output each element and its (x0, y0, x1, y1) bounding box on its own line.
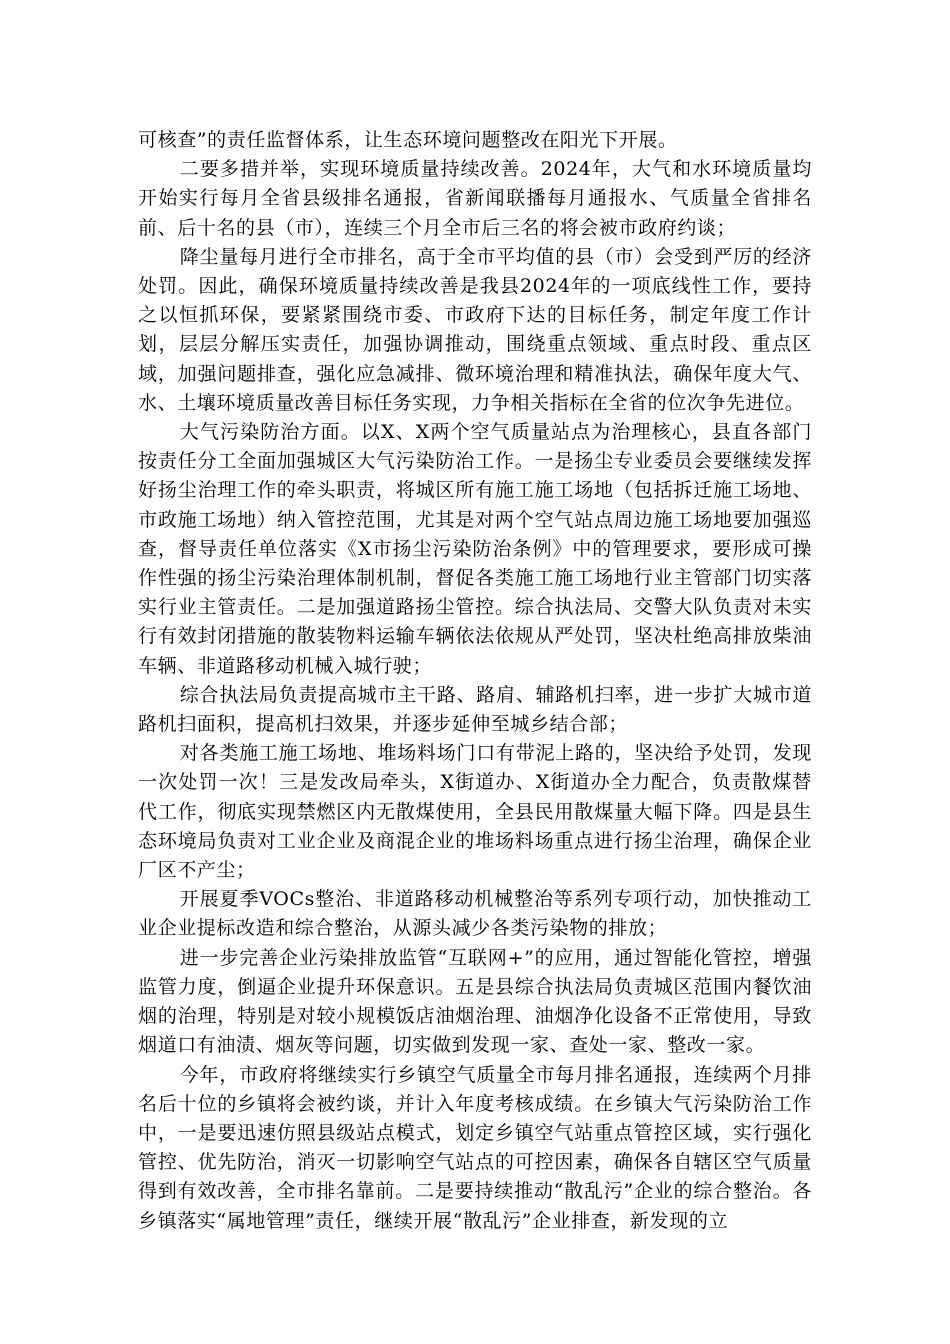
paragraph-vocs-campaign: 开展夏季VOCs整治、非道路移动机械整治等系列专项行动，加快推动工业企业提标改造和综合整治，从源头减少各类污染物的排放； (138, 888, 812, 940)
paragraph-continuation: 可核查”的责任监督体系，让生态环境问题整改在阳光下开展。 (138, 129, 678, 151)
paragraph-construction-penalty: 对各类施工施工场地、堆场料场门口有带泥上路的，坚决给予处罚，发现一次处罚一次！三是发改局牵头，X街道办、X街道办全力配合，负责散煤替代工作，彻底实现禁燃区内无散煤使用，全县民用散煤量大幅下降。四是县生态环境局负责对工业企业及商混企业的堆场料场重点进行扬尘治理，确保企业厂区不产尘； (138, 742, 812, 882)
paragraph-road-sweeping: 综合执法局负责提高城市主干路、路肩、辅路机扫率，进一步扩大城市道路机扫面积，提高机扫效果，并逐步延伸至城乡结合部； (138, 683, 812, 736)
document-body (138, 126, 812, 1236)
paragraph-township-ranking: 今年，市政府将继续实行乡镇空气质量全市每月排名通报，连续两个月排名后十位的乡镇将会被约谈，并计入年度考核成绩。在乡镇大气污染防治工作中，一是要迅速仿照县级站点模式，划定乡镇空气站重点管控区域，实行强化管控、优先防治，消灭一切影响空气站点的可控因素，确保各自辖区空气质量得到有效改善，全市排名靠前。二是要持续推动“散乱污”企业的综合整治。各乡镇落实“属地管理”责任，继续开展“散乱污”企业排查，新发现的立 (138, 1063, 812, 1232)
paragraph-dust-ranking: 降尘量每月进行全市排名，高于全市平均值的县（市）会受到严厉的经济处罚。因此，确保环境质量持续改善是我县2024年的一项底线性工作，要持之以恒抓环保，要紧紧围绕市委、市政府下达的目标任务，制定年度工作计划，层层分解压实责任，加强协调推动，围绕重点领域、重点时段、重点区域，加强问题排查，强化应急减排、微环境治理和精准执法，确保年度大气、水、土壤环境质量改善目标任务实现，力争相关指标在全省的位次争先进位。 (138, 245, 812, 414)
paragraph-air-pollution: 大气污染防治方面。以X、X两个空气质量站点为治理核心，县直各部门按责任分工全面加强城区大气污染防治工作。一是扬尘专业委员会要继续发挥好扬尘治理工作的牵头职责，将城区所有施工施工场地（包括拆迁施工场地、市政施工场地）纳入管控范围，尤其是对两个空气站点周边施工场地要加强巡查，督导责任单位落实《X市扬尘污染防治条例》中的管理要求，要形成可操作性强的扬尘污染治理体制机制，督促各类施工施工场地行业主管部门切实落实行业主管责任。二是加强道路扬尘管控。综合执法局、交警大队负责对未实行有效封闭措施的散装物料运输车辆依法依规从严处罚，坚决杜绝高排放柴油车辆、非道路移动机械入城行驶； (138, 421, 812, 677)
paragraph-environment-quality: 二要多措并举，实现环境质量持续改善。2024年，大气和水环境质量均开始实行每月全省县级排名通报，省新闻联播每月通报水、气质量全省排名前、后十名的县（市），连续三个月全市后三名的将会被市政府约谈； (138, 158, 812, 239)
paragraph-internet-plus: 进一步完善企业污染排放监管“互联网+”的应用，通过智能化管控，增强监管力度，倒逼企业提升环保意识。五是县综合执法局负责城区范围内餐饮油烟的治理，特别是对较小规模饭店油烟治理、油烟净化设备不正常使用，导致烟道口有油渍、烟灰等问题，切实做到发现一家、查处一家、整改一家。 (138, 946, 812, 1057)
